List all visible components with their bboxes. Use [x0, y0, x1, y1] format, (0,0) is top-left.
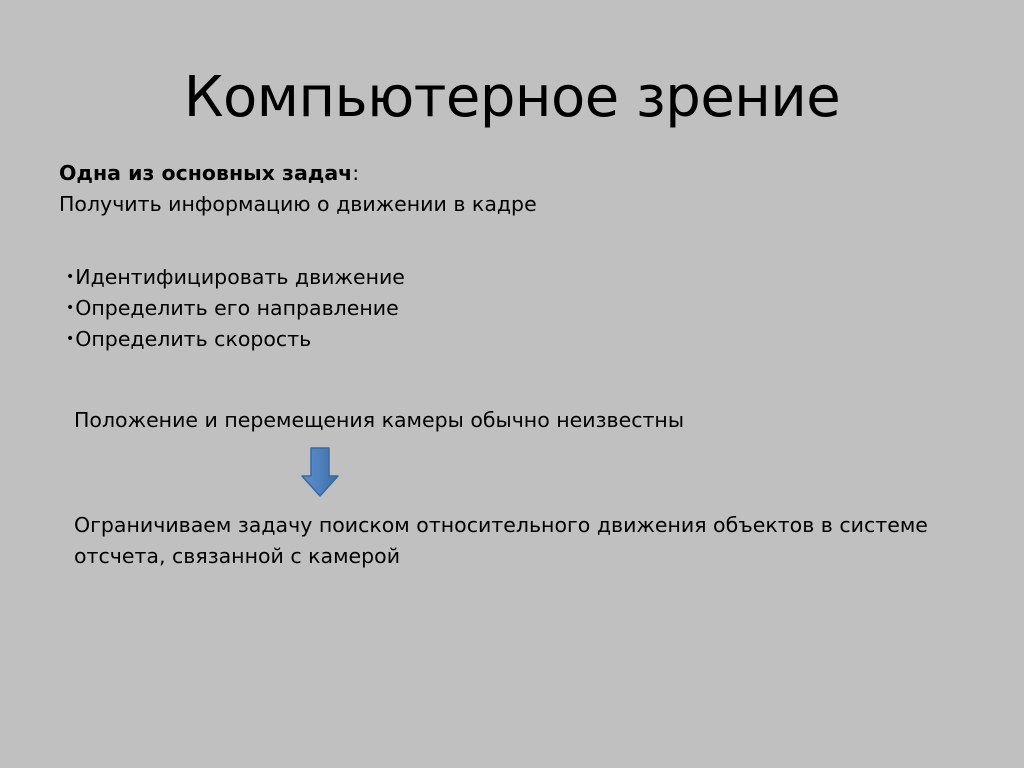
- intro-line: Получить информацию о движении в кадре: [59, 192, 537, 216]
- intro-heading-bold: Одна из основных задач: [59, 161, 353, 185]
- bullet-item: • Идентифицировать движение: [66, 262, 405, 293]
- intro-heading: [59, 158, 537, 189]
- camera-note: Положение и перемещения камеры обычно неизвестны: [74, 408, 685, 432]
- intro-block: [59, 158, 537, 220]
- conclusion-text: Ограничиваем задачу поиском относительного движения объектов в системе отсчета, связанной с камерой: [74, 513, 928, 568]
- bullet-item: • Определить скорость: [66, 324, 405, 355]
- intro-heading-colon: :: [352, 161, 360, 185]
- bullet-list: [66, 262, 405, 355]
- bullet-item: • Определить его направление: [66, 293, 405, 324]
- slide-title: Компьютерное зрение: [183, 65, 841, 130]
- arrow-down-icon: [300, 446, 340, 498]
